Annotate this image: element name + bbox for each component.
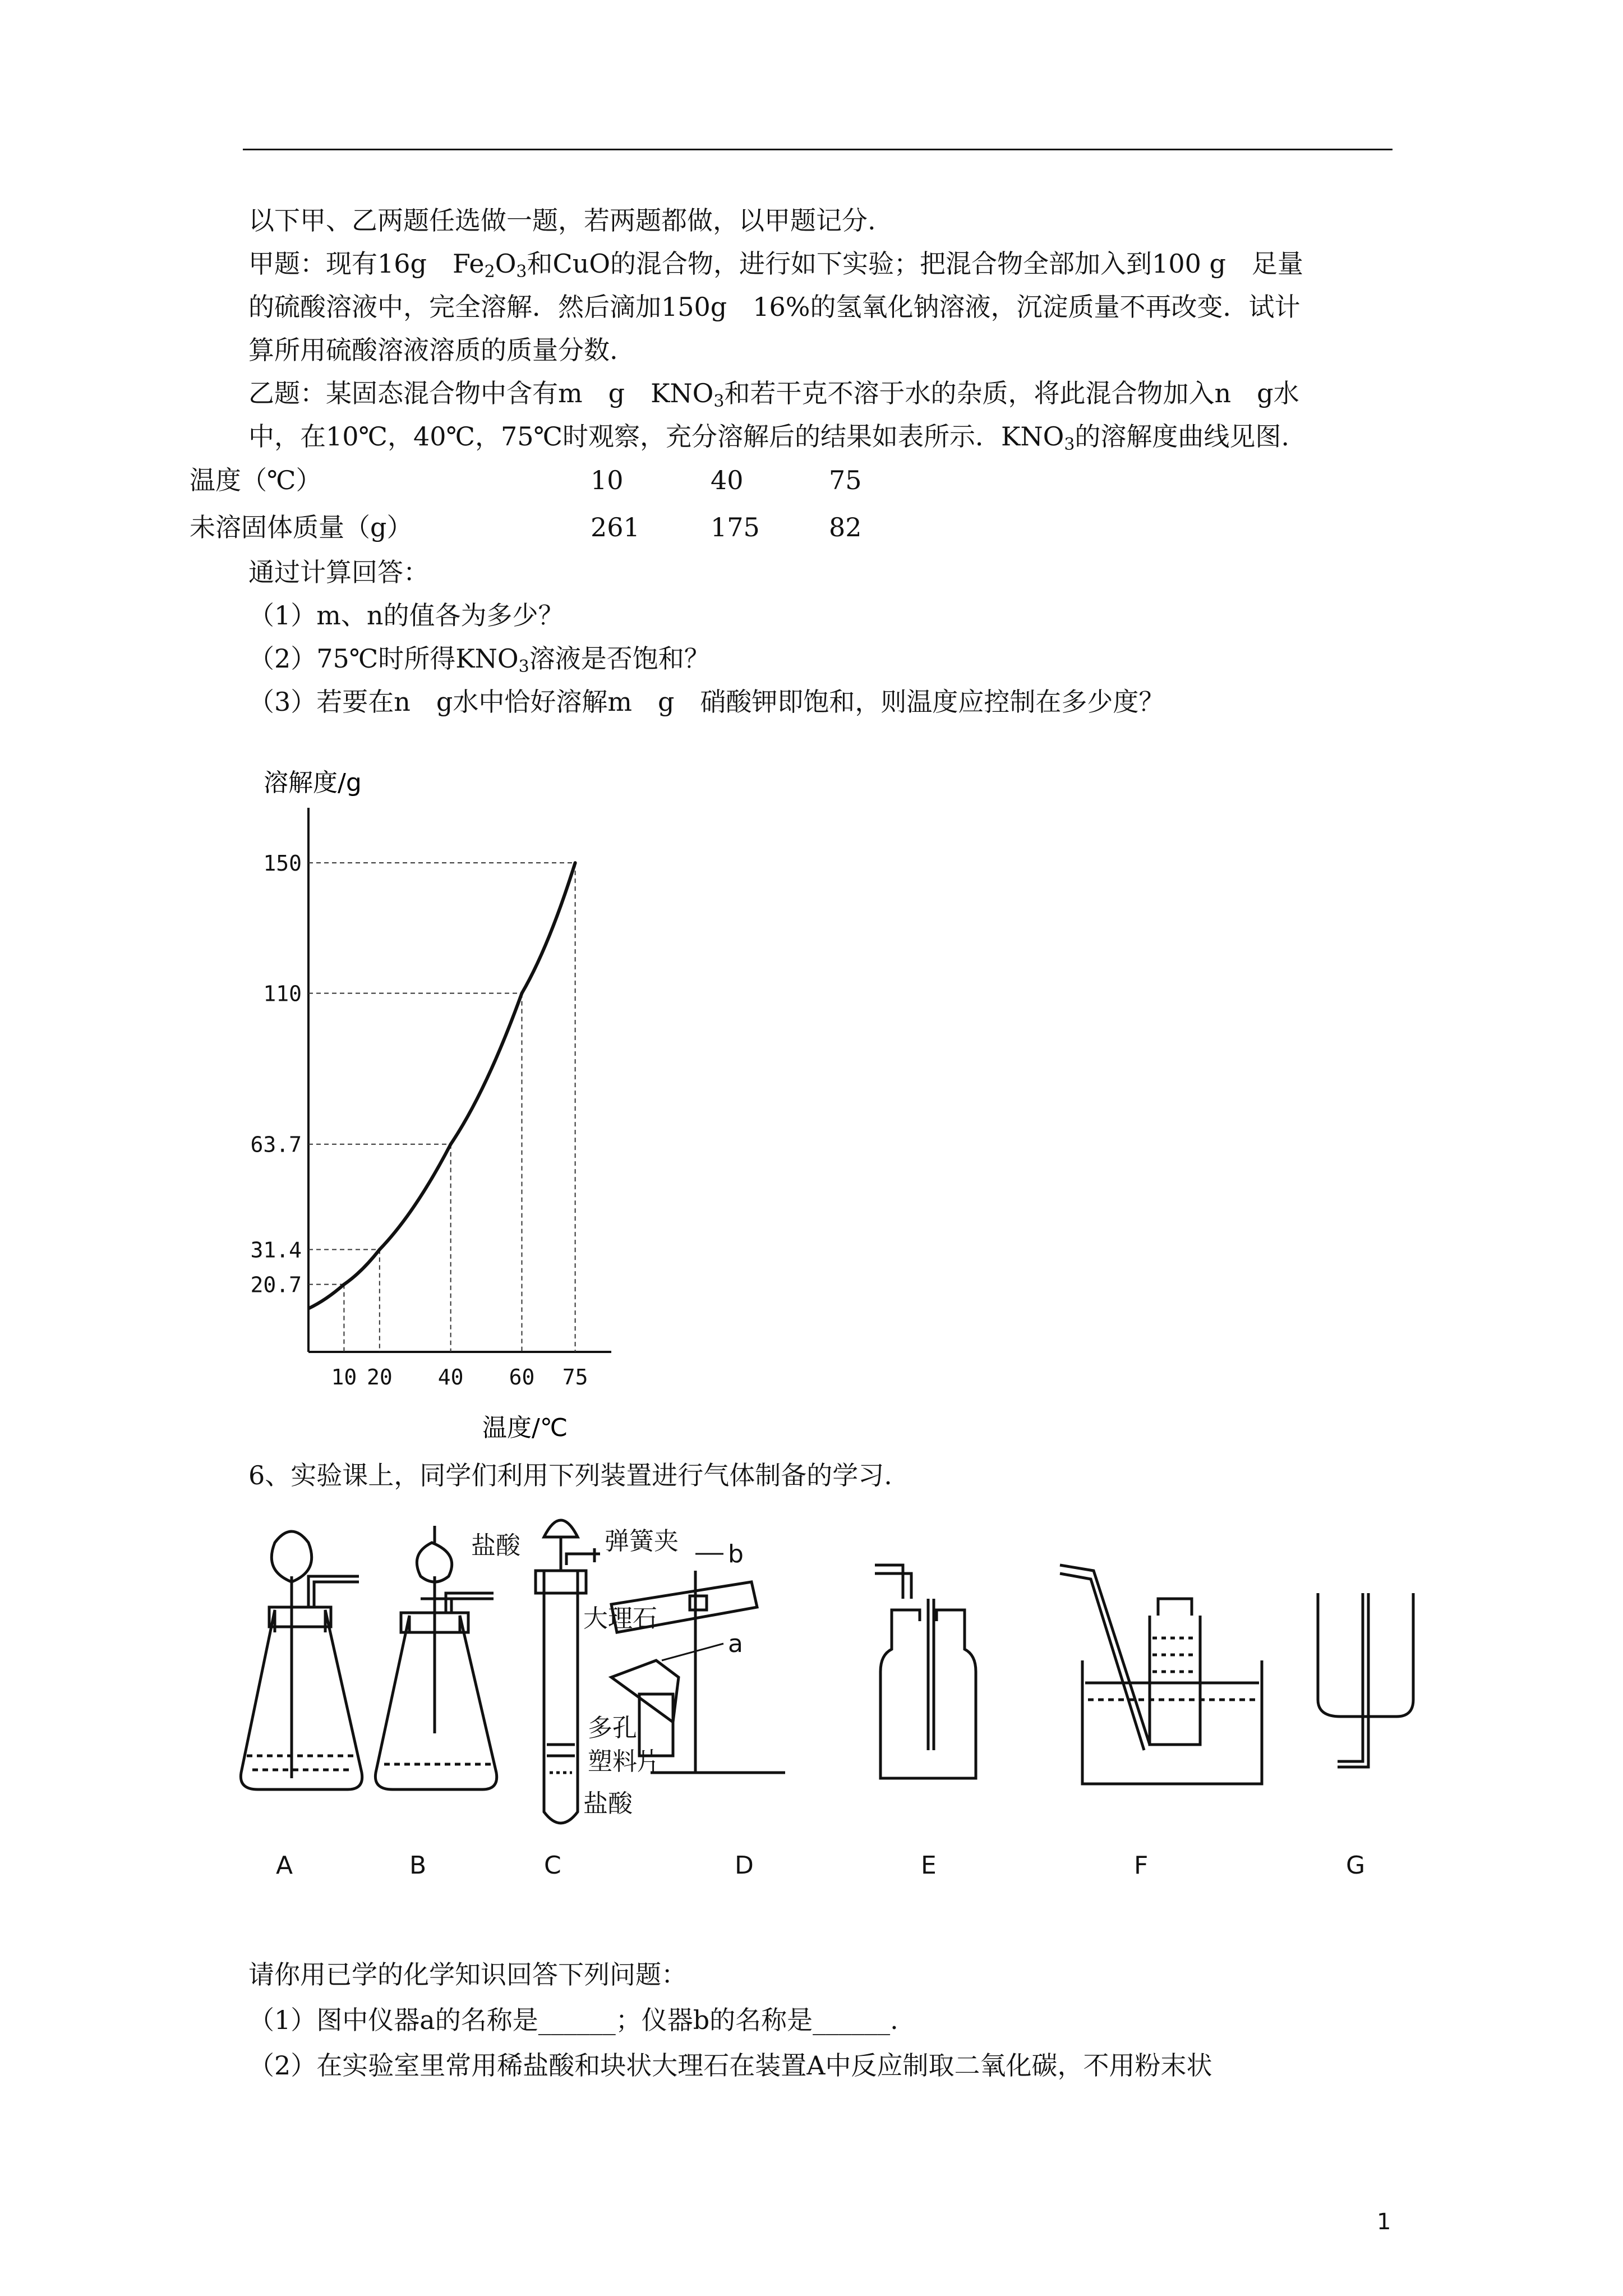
answer-2: （2）在实验室里常用稀盐酸和块状大理石在装置A中反应制取二氧化碳，不用粉末状 bbox=[248, 2050, 1212, 2081]
y-tick-label: 63.7 bbox=[250, 1132, 302, 1157]
data-point bbox=[520, 992, 523, 995]
apparatus-e bbox=[875, 1565, 976, 1778]
jia-line-1: 甲题：现有16g Fe2O3和CuO的混合物，进行如下实验；把混合物全部加入到100 g 足量 bbox=[248, 249, 1303, 282]
apparatus-c bbox=[536, 1520, 600, 1823]
x-tick-label: 75 bbox=[562, 1365, 588, 1389]
data-point bbox=[378, 1248, 381, 1251]
apparatus-label: F bbox=[1134, 1851, 1149, 1880]
table-row1-cell: 10 bbox=[591, 465, 624, 495]
x-tick-label: 20 bbox=[366, 1365, 393, 1389]
table-row2-cell: 261 bbox=[591, 512, 640, 542]
label-spring-clamp: 弹簧夹 bbox=[605, 1527, 679, 1556]
table-row1-cell: 40 bbox=[711, 465, 744, 495]
label-marble: 大理石 bbox=[583, 1604, 657, 1633]
intro-text: 以下甲、乙两题任选做一题，若两题都做，以甲题记分. bbox=[248, 205, 876, 236]
apparatus-a bbox=[241, 1531, 362, 1789]
apparatus-label: C bbox=[544, 1851, 561, 1880]
apparatus-label: B bbox=[409, 1851, 427, 1880]
calc-text: 通过计算回答： bbox=[248, 557, 429, 587]
apparatus-figure bbox=[230, 1509, 1419, 1890]
data-point bbox=[449, 1143, 453, 1146]
ask-text: 请你用已学的化学知识回答下列问题： bbox=[248, 1959, 687, 1990]
apparatus-label: D bbox=[735, 1851, 754, 1880]
solubility-curve bbox=[308, 863, 575, 1309]
label-hcl-bottom: 盐酸 bbox=[583, 1789, 633, 1818]
question-2: （2）75℃时所得KNO3溶液是否饱和？ bbox=[248, 643, 710, 677]
chart-xlabel: 温度/℃ bbox=[482, 1414, 568, 1442]
answer-1: （1）图中仪器a的名称是______；仪器b的名称是______. bbox=[248, 2005, 898, 2035]
table-row2-label: 未溶固体质量（g） bbox=[190, 512, 413, 542]
yi-line-2: 中，在10℃，40℃，75℃时观察，充分溶解后的结果如表所示．KNO3的溶解度曲线见图. bbox=[248, 421, 1290, 454]
label-b: b bbox=[728, 1540, 744, 1568]
y-tick-label: 20.7 bbox=[250, 1272, 302, 1297]
apparatus-d bbox=[611, 1554, 785, 1773]
solubility-chart-svg bbox=[241, 757, 634, 1453]
x-tick-label: 60 bbox=[509, 1365, 535, 1389]
question-6: 6、实验课上，同学们利用下列装置进行气体制备的学习. bbox=[248, 1460, 892, 1490]
table-row1-label: 温度（℃） bbox=[190, 465, 322, 495]
data-point bbox=[574, 861, 577, 864]
header-rule bbox=[243, 149, 1393, 150]
y-tick-label: 110 bbox=[263, 981, 302, 1006]
apparatus-label: A bbox=[276, 1851, 293, 1880]
label-a: a bbox=[728, 1630, 743, 1658]
jia-line-2: 的硫酸溶液中，完全溶解．然后滴加150g 16%的氢氧化钠溶液，沉淀质量不再改变．试计 bbox=[248, 292, 1301, 322]
x-tick-label: 10 bbox=[331, 1365, 357, 1389]
question-1: （1）m、n的值各为多少？ bbox=[248, 600, 564, 631]
page-number: 1 bbox=[1377, 2209, 1391, 2235]
label-plastic-plate: 塑料片 bbox=[588, 1747, 662, 1776]
jia-line-3: 算所用硫酸溶液溶质的质量分数. bbox=[248, 335, 618, 365]
data-point bbox=[342, 1283, 345, 1286]
table-row1-cell: 75 bbox=[829, 465, 862, 495]
y-tick-label: 150 bbox=[263, 851, 302, 876]
y-tick-label: 31.4 bbox=[250, 1237, 302, 1263]
apparatus-f bbox=[1060, 1565, 1262, 1784]
question-3: （3）若要在n g水中恰好溶解m g 硝酸钾即饱和，则温度应控制在多少度？ bbox=[248, 687, 1165, 717]
label-porous: 多孔 bbox=[588, 1714, 637, 1742]
table-row2-cell: 82 bbox=[829, 512, 862, 542]
solubility-chart bbox=[241, 757, 634, 1453]
apparatus-label: G bbox=[1346, 1851, 1366, 1880]
apparatus-label: E bbox=[921, 1851, 937, 1880]
x-tick-label: 40 bbox=[437, 1365, 464, 1389]
label-hcl-top: 盐酸 bbox=[471, 1531, 520, 1560]
table-row2-cell: 175 bbox=[711, 512, 760, 542]
chart-ylabel: 溶解度/g bbox=[264, 769, 362, 797]
apparatus-b bbox=[375, 1526, 496, 1789]
apparatus-g bbox=[1318, 1593, 1413, 1767]
yi-line-1: 乙题：某固态混合物中含有m g KNO3和若干克不溶于水的杂质，将此混合物加入n g水 bbox=[248, 378, 1299, 411]
